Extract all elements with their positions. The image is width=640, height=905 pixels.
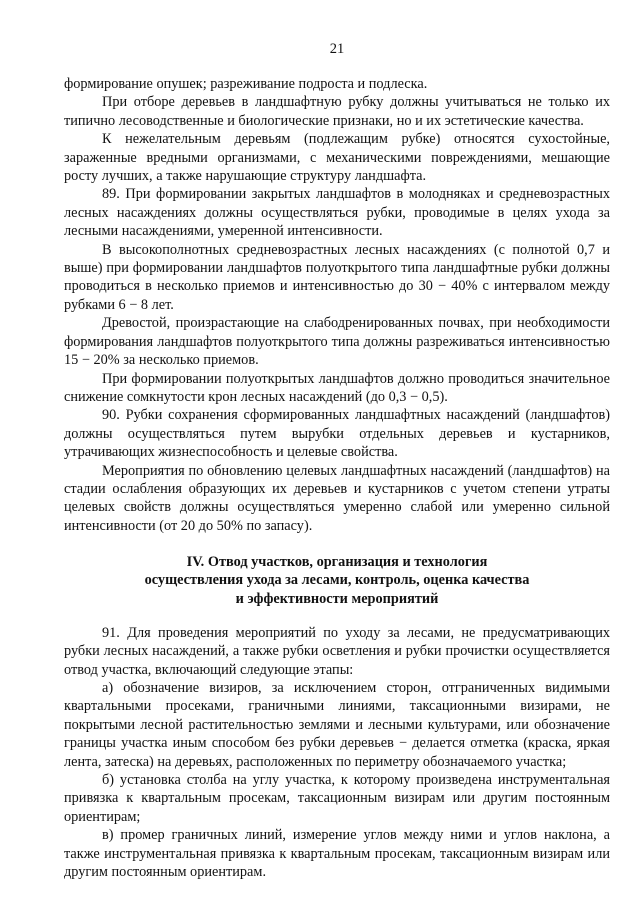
paragraph: К нежелательным деревьям (подлежащим рубке) относятся сухостойные, зараженные вредными организмами, с механическими повреждениями, мешающие росту лучших, а также нарушающие структуру ландшафта.: [64, 131, 610, 185]
paragraph: в) промер граничных линий, измерение углов между ними и углов наклона, а также инструментальная привязка к квартальным просекам, таксационным визирам или другим постоянным ориентирам.: [64, 827, 610, 881]
body-bottom: [64, 624, 610, 882]
paragraph: При формировании полуоткрытых ландшафтов должно проводиться значительное снижение сомкнутости крон лесных насаждений (до 0,3 − 0,5).: [64, 370, 610, 405]
heading-line: осуществления ухода за лесами, контроль, оценка качества: [144, 572, 530, 589]
section-heading: [64, 553, 610, 608]
paragraph: При отборе деревьев в ландшафтную рубку должны учитываться не только их типично лесоводственные и биологические признаки, но и их эстетические качества.: [64, 94, 610, 129]
paragraph: а) обозначение визиров, за исключением сторон, отграниченных видимыми квартальными просеками, граничными линиями, таксационными визирами, не покрытыми лесной растительностью землями и лесными культурами, или обозначение границы участка иным способом без рубки деревьев − делается отметка (краска, яркая лента, затеска) на деревьях, расположенных по периметру обозначаемого участка;: [64, 679, 610, 770]
page-number: 21: [329, 41, 345, 57]
paragraph: формирование опушек; разреживание подроста и подлеска.: [64, 76, 428, 92]
paragraph: В высокополнотных средневозрастных лесных насаждениях (с полнотой 0,7 и выше) при формировании ландшафтов полуоткрытого типа ландшафтные рубки должны проводиться в несколько приемов и интенсивностью до 30 − 40% с интервалом между рубками 6 − 8 лет.: [64, 241, 610, 313]
heading-line: IV. Отвод участков, организация и технология: [186, 554, 488, 571]
paragraph: Древостой, произрастающие на слабодренированных почвах, при необходимости формирования ландшафтов полуоткрытого типа должны разреживаться интенсивностью 15 − 20% за несколько приемов.: [64, 315, 610, 369]
paragraph: 89. При формировании закрытых ландшафтов в молодняках и средневозрастных лесных насаждениях должны осуществляться рубки, проводимые в целях ухода за лесными насаждениями, умеренной интенсивности.: [64, 186, 610, 240]
paragraph: 91. Для проведения мероприятий по уходу за лесами, не предусматривающих рубки лесных насаждений, а также рубки осветления и рубки прочистки осуществляется отвод участка, включающий следующие этапы:: [64, 624, 610, 678]
paragraph: Мероприятия по обновлению целевых ландшафтных насаждений (ландшафтов) на стадии ослабления образующих их деревьев и кустарников с учетом степени утраты целевых свойств должны осуществляться умеренно слабой или умеренно сильной интенсивности (от 20 до 50% по запасу).: [64, 462, 610, 534]
heading-line: и эффективности мероприятий: [235, 590, 439, 607]
paragraph: 90. Рубки сохранения сформированных ландшафтных насаждений (ландшафтов) должны осуществляться путем вырубки отдельных деревьев и кустарников, утрачивающих жизнеспособность и целевые свойства.: [64, 407, 610, 461]
paragraph: б) установка столба на углу участка, к которому произведена инструментальная привязка к квартальным просекам, таксационным визирам или другим постоянным ориентирам;: [64, 772, 610, 825]
body-top: [64, 75, 610, 535]
